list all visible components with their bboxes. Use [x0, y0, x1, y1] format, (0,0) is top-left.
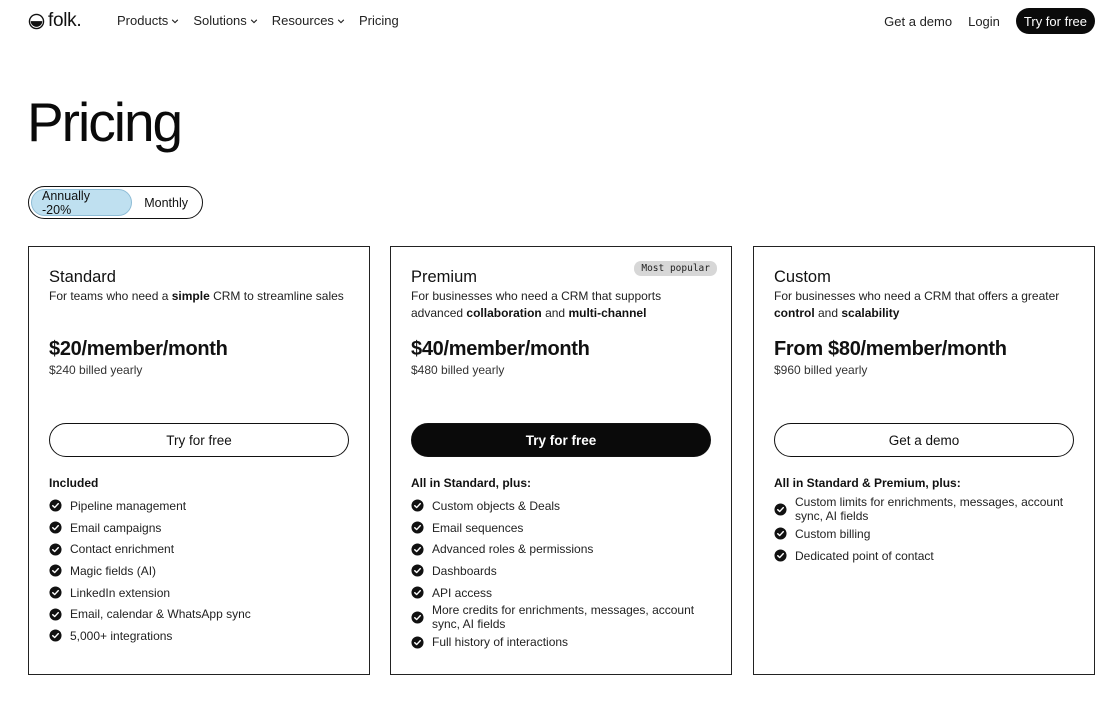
feature-label: Custom limits for enrichments, messages, account sync, AI fields: [795, 495, 1064, 523]
feature-label: Custom objects & Deals: [432, 498, 561, 513]
monthly-option[interactable]: Monthly: [144, 195, 188, 210]
plan-card-premium: [390, 246, 732, 675]
feature-item: [411, 538, 721, 560]
folk-logo-icon: [28, 13, 45, 30]
feature-label: 5,000+ integrations: [70, 628, 173, 643]
feature-item: [49, 560, 359, 582]
check-circle-icon: [411, 564, 424, 577]
feature-label: Email sequences: [432, 520, 524, 535]
check-circle-icon: [411, 586, 424, 599]
nav-actions: [884, 8, 1095, 34]
get-demo-custom-button[interactable]: Get a demo: [774, 423, 1074, 457]
feature-label: More credits for enrichments, messages, account sync, AI fields: [432, 603, 695, 632]
desc-text: For teams who need a: [49, 289, 172, 303]
feature-label: Contact enrichment: [70, 542, 175, 557]
try-for-free-premium-button[interactable]: Try for free: [411, 423, 711, 457]
nav-links: [117, 13, 399, 28]
desc-text: For businesses who need a CRM that offers a greater: [774, 289, 1060, 303]
check-circle-icon: [411, 636, 424, 649]
check-circle-icon: [774, 503, 787, 516]
feature-list: [49, 495, 359, 647]
page-title: Pricing: [27, 91, 182, 153]
feature-item: [49, 625, 359, 647]
check-circle-icon: [49, 629, 62, 642]
feature-list: [411, 495, 721, 653]
folk-logo[interactable]: [28, 10, 81, 32]
plan-description: [49, 288, 354, 305]
feature-item: [411, 560, 721, 582]
feature-label: LinkedIn extension: [70, 585, 171, 600]
features-heading: All in Standard & Premium, plus:: [774, 476, 961, 490]
nav-products-label: Products: [117, 13, 169, 28]
feature-label: Dedicated point of contact: [795, 548, 934, 563]
plan-card-custom: [753, 246, 1095, 675]
feature-item: [411, 603, 721, 631]
feature-item: [411, 582, 721, 604]
check-circle-icon: [411, 543, 424, 556]
desc-text: For businesses who need a CRM that supports advanced: [411, 289, 662, 320]
feature-item: [411, 631, 721, 653]
feature-label: Magic fields (AI): [70, 563, 157, 578]
chevron-down-icon: [250, 17, 258, 25]
features-heading: Included: [49, 476, 99, 490]
feature-label: Full history of interactions: [432, 635, 569, 650]
feature-item: [49, 603, 359, 625]
feature-label: Email, calendar & WhatsApp sync: [70, 607, 251, 622]
plan-description: [411, 288, 716, 322]
try-for-free-standard-button[interactable]: Try for free: [49, 423, 349, 457]
chevron-down-icon: [337, 17, 345, 25]
desc-emphasis: control: [774, 306, 815, 320]
desc-text: and: [814, 306, 842, 320]
check-circle-icon: [49, 543, 62, 556]
check-circle-icon: [774, 549, 787, 562]
desc-emphasis: simple: [171, 289, 210, 303]
plan-price: $20/member/month: [49, 338, 228, 360]
feature-label: Advanced roles & permissions: [432, 542, 594, 557]
try-for-free-nav-button[interactable]: Try for free: [1016, 8, 1095, 34]
feature-label: Dashboards: [432, 563, 497, 578]
plan-name: Premium: [411, 268, 478, 286]
feature-label: Pipeline management: [70, 498, 187, 513]
nav-solutions[interactable]: [193, 13, 257, 28]
feature-label: API access: [432, 585, 493, 600]
most-popular-badge: Most popular: [634, 261, 717, 276]
top-navbar: [0, 0, 1111, 42]
desc-text: CRM to streamline sales: [209, 289, 344, 303]
feature-item: [49, 538, 359, 560]
nav-products[interactable]: [117, 13, 179, 28]
get-demo-link[interactable]: Get a demo: [884, 13, 953, 29]
nav-resources-label: Resources: [271, 13, 334, 28]
desc-emphasis: multi-channel: [568, 306, 647, 320]
plan-card-standard: [28, 246, 370, 675]
chevron-down-icon: [171, 17, 179, 25]
feature-item: [774, 495, 1084, 523]
feature-item: [411, 517, 721, 539]
plan-name: Standard: [49, 268, 116, 286]
feature-list: [774, 495, 1084, 566]
annually-option[interactable]: Annually -20%: [31, 189, 132, 216]
check-circle-icon: [411, 611, 424, 624]
check-circle-icon: [774, 527, 787, 540]
check-circle-icon: [49, 608, 62, 621]
check-circle-icon: [49, 521, 62, 534]
desc-emphasis: scalability: [841, 306, 900, 320]
logo-text: folk.: [48, 10, 82, 31]
check-circle-icon: [49, 564, 62, 577]
feature-item: [49, 517, 359, 539]
plan-price: $40/member/month: [411, 338, 590, 360]
features-heading: All in Standard, plus:: [411, 476, 532, 490]
plan-billed: $480 billed yearly: [411, 363, 505, 377]
feature-item: [774, 545, 1084, 567]
nav-pricing-label: Pricing: [358, 13, 399, 28]
nav-pricing[interactable]: [359, 13, 399, 28]
billing-toggle: [28, 186, 203, 219]
plan-description: [774, 288, 1079, 322]
nav-solutions-label: Solutions: [193, 13, 247, 28]
plan-price: From $80/member/month: [774, 338, 1007, 360]
plan-billed: $240 billed yearly: [49, 363, 143, 377]
plan-billed: $960 billed yearly: [774, 363, 868, 377]
feature-item: [49, 495, 359, 517]
feature-label: Custom billing: [795, 526, 871, 541]
feature-item: [411, 495, 721, 517]
login-link[interactable]: Login: [968, 13, 1000, 29]
nav-resources[interactable]: [272, 13, 345, 28]
desc-emphasis: collaboration: [466, 306, 542, 320]
check-circle-icon: [411, 521, 424, 534]
feature-label: Email campaigns: [70, 520, 162, 535]
check-circle-icon: [411, 499, 424, 512]
check-circle-icon: [49, 499, 62, 512]
check-circle-icon: [49, 586, 62, 599]
desc-text: and: [541, 306, 569, 320]
feature-item: [774, 523, 1084, 545]
plan-name: Custom: [774, 268, 831, 286]
feature-item: [49, 582, 359, 604]
